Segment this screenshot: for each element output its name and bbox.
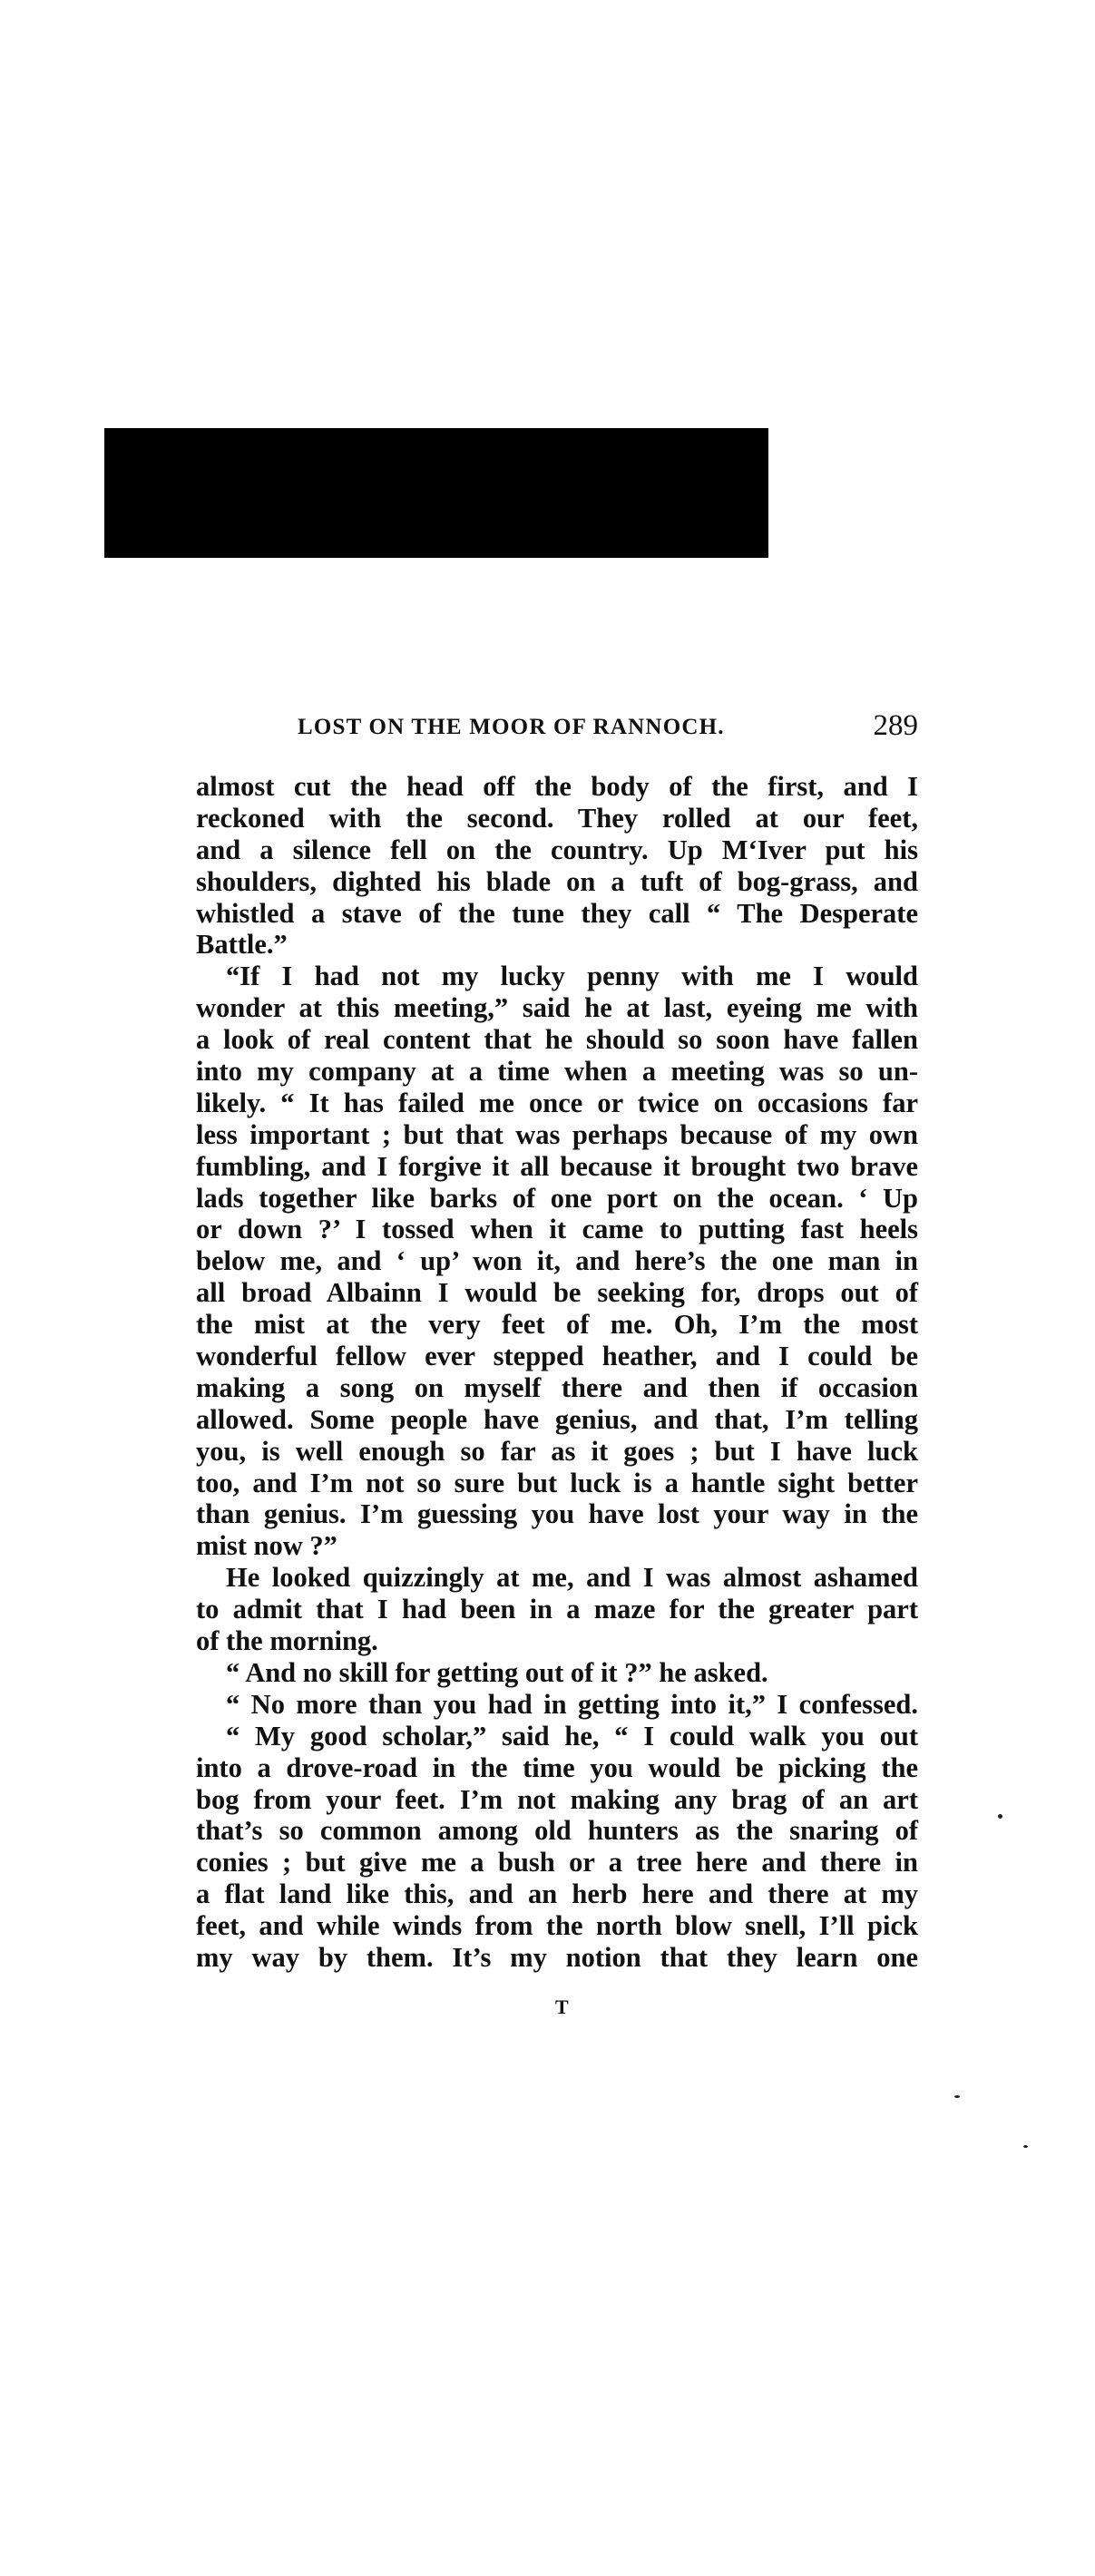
text-line: mist now ?” (196, 1530, 337, 1562)
text-line: or down ?’ I tossed when it came to putting fast heels (196, 1214, 918, 1245)
text-line: “ My good scholar,” said he, “ I could walk you out (226, 1720, 918, 1751)
running-head (196, 709, 918, 751)
text-line: my way by them. It’s my notion that they learn one (196, 1941, 918, 1973)
text-line: feet, and while winds from the north blow snell, I’ll pick (196, 1910, 918, 1942)
speck-mark (998, 1814, 1002, 1819)
text-line: a flat land like this, and an herb here and there at my (196, 1878, 918, 1910)
signature-mark: T (555, 1995, 569, 2018)
text-line: the mist at the very feet of me. Oh, I’m the most (196, 1309, 918, 1341)
redaction-block (104, 428, 768, 558)
text-line: reckoned with the second. They rolled at our feet, (196, 802, 918, 834)
text-line: conies ; but give me a bush or a tree here and there in (196, 1847, 918, 1878)
text-line: making a song on myself there and then if occasion (196, 1371, 918, 1403)
text-line: you, is well enough so far as it goes ; but I have luck (196, 1435, 918, 1467)
text-line: shoulders, dighted his blade on a tuft of bog-grass, and (196, 865, 918, 897)
text-line: a look of real content that he should so soon have fallen (196, 1024, 918, 1056)
text-line: too, and I’m not so sure but luck is a hantle sight better (196, 1467, 918, 1498)
text-line: whistled a stave of the tune they call “ The Desperate (196, 897, 918, 929)
page-number: 289 (873, 709, 918, 742)
text-line: of the morning. (196, 1625, 378, 1657)
speck-mark (1023, 2145, 1028, 2148)
text-line: to admit that I had been in a maze for the greater part (196, 1594, 918, 1625)
speck-mark (954, 2095, 960, 2098)
text-line: lads together like barks of one port on the ocean. ‘ Up (196, 1182, 918, 1214)
text-line: fumbling, and I forgive it all because it brought two brave (196, 1150, 918, 1182)
text-line: bog from your feet. I’m not making any brag of an art (196, 1783, 918, 1815)
text-line: all broad Albainn I would be seeking for, drops out of (196, 1277, 918, 1309)
text-line: below me, and ‘ up’ won it, and here’s the one man in (196, 1245, 918, 1277)
text-line: that’s so common among old hunters as the snaring of (196, 1815, 918, 1847)
body-text (196, 771, 918, 1974)
text-line: wonderful fellow ever stepped heather, and I could be (196, 1341, 918, 1372)
text-line: allowed. Some people have genius, and that, I’m telling (196, 1403, 918, 1435)
text-line: He looked quizzingly at me, and I was almost ashamed (226, 1562, 918, 1594)
text-line: “If I had not my lucky penny with me I would (226, 961, 918, 992)
text-line: than genius. I’m guessing you have lost your way in the (196, 1498, 918, 1530)
text-line: less important ; but that was perhaps because of my own (196, 1118, 918, 1150)
text-line: likely. “ It has failed me once or twice on occasions far (196, 1087, 918, 1118)
text-line: into my company at a time when a meeting was so un- (196, 1056, 918, 1088)
text-line: “ No more than you had in getting into it,” I confessed. (226, 1688, 918, 1720)
text-line: “ And no skill for getting out of it ?” he asked. (226, 1656, 768, 1688)
running-title: LOST ON THE MOOR OF RANNOCH. (298, 715, 725, 739)
text-line: and a silence fell on the country. Up M‘Iver put his (196, 834, 918, 865)
text-line: Battle.” (196, 929, 288, 961)
text-line: almost cut the head off the body of the first, and I (196, 771, 918, 802)
text-line: into a drove-road in the time you would be picking the (196, 1751, 918, 1783)
text-line: wonder at this meeting,” said he at last, eyeing me with (196, 992, 918, 1024)
